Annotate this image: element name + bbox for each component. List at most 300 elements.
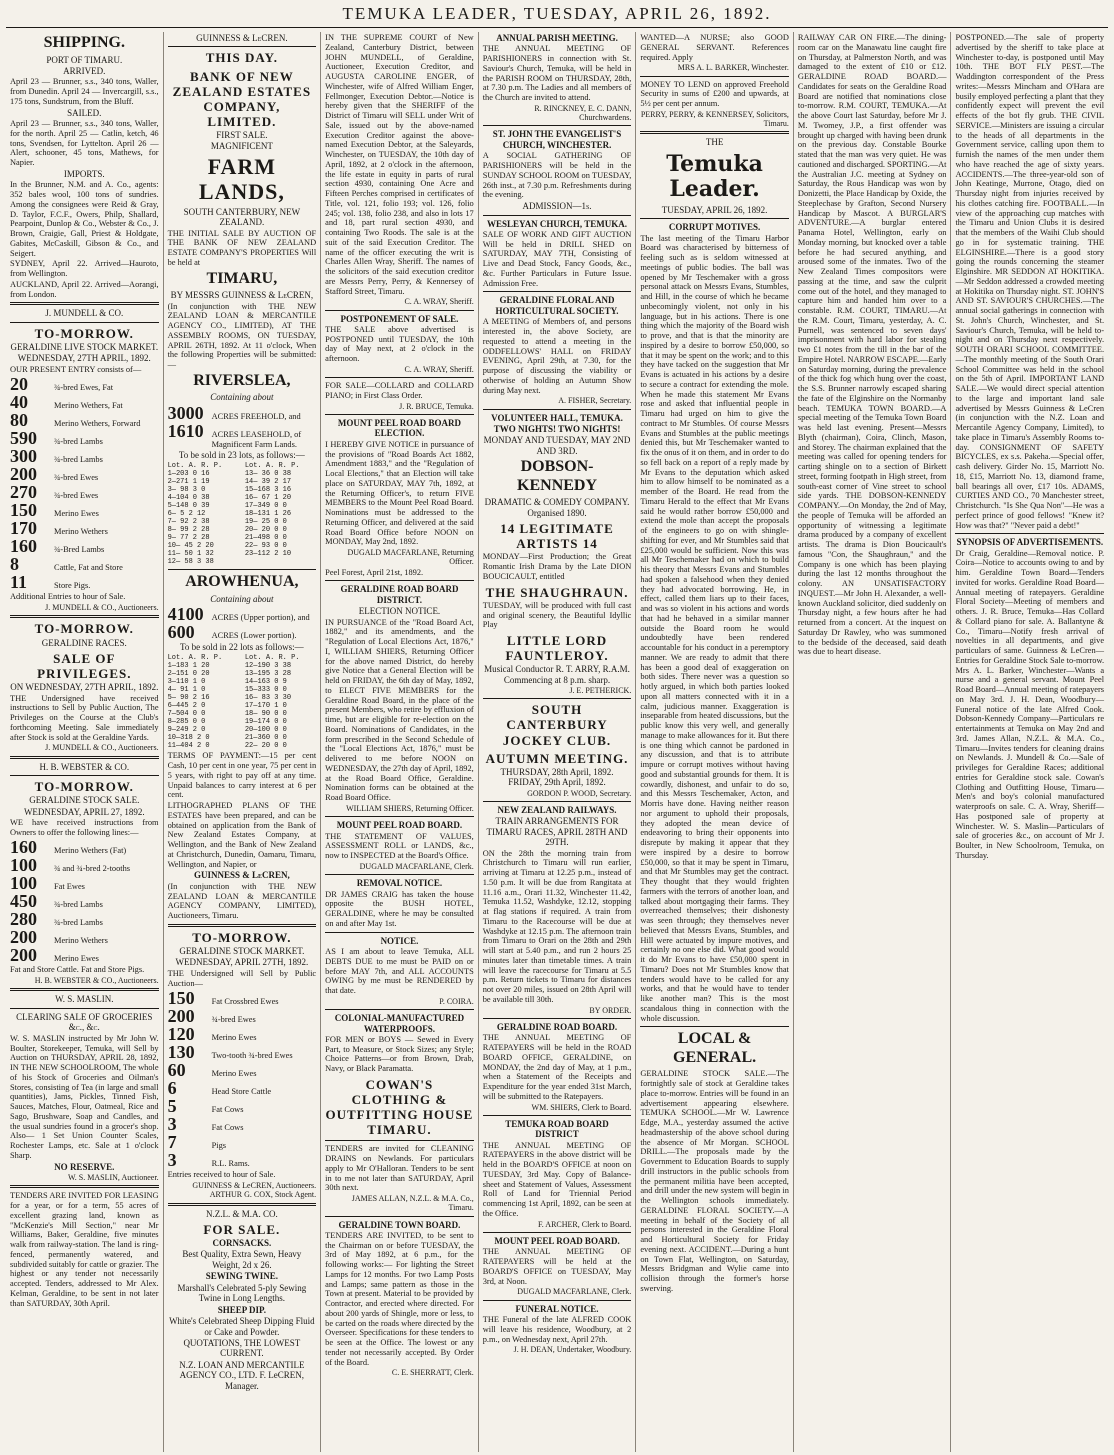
lot-cell: Lot. A. R. P. (244, 653, 300, 662)
money-text: MONEY TO LEND on approved Freehold Security in sums of £200 and upwards, at 5½ per cent per annum. (640, 79, 789, 109)
stock-count: 280 (10, 909, 37, 930)
lot-cell: 12— 58 3 38 (167, 558, 214, 567)
divider (10, 775, 159, 776)
autumn-meeting-heading: AUTUMN MEETING. (485, 750, 629, 766)
stock-description: Head Store Cattle (211, 1087, 272, 1097)
stock-count: 20 (10, 374, 28, 395)
lot-cell: 13— 36 0 38 (244, 469, 292, 478)
mount-peel-election-heading: MOUNT PEEL ROAD BOARD ELECTION. (337, 417, 461, 439)
wanted-text: WANTED—A NURSE; also GOOD GENERAL SERVANT. References required. Apply (640, 33, 789, 62)
lot-cell: 21—360 0 0 (244, 734, 287, 743)
port-heading: PORT OF TIMARU. (46, 54, 123, 65)
divider (483, 698, 632, 699)
stock-entry (168, 1043, 317, 1061)
leader-date: TUESDAY, APRIL 26, 1892. (661, 204, 768, 215)
shaughraun-title: THE SHAUGHRAUN. (485, 584, 629, 600)
election-text: I HEREBY GIVE NOTICE in pursuance of the provisions of "Road Boards Act 1882, Amendment 1883," and the "Regulation of Local Elections," that an Election will take place on SATURDAY, MAY 7th, 1892, at the Returning Officer's, to return FIVE MEMBERS to the Mount Peel Road Board. Nominations must be addressed to the Returning Officer, and delivered at the said Road Board Office before NOON on MONDAY, May 2nd, 1892. (325, 439, 474, 547)
stock-count: 3 (167, 1150, 177, 1171)
stock-description: ¾-bred Lambs (54, 455, 103, 465)
auckland-note: AUCKLAND, April 22. Arrived—Aorangi, from London. (10, 279, 159, 299)
lot-cell: 4—104 0 38 (167, 493, 210, 502)
tomorrow-heading: TO-MORROW. (34, 325, 134, 341)
notice-heading: NOTICE. (380, 935, 419, 946)
stock-count: 100 (10, 855, 37, 876)
stock-count: 6 (167, 1078, 177, 1099)
imports-label: IMPORTS. (63, 168, 105, 179)
divider (640, 1026, 789, 1027)
divider (483, 801, 632, 802)
divider (483, 215, 632, 216)
divider (325, 816, 474, 817)
masthead: TEMUKA LEADER, TUESDAY, APRIL 26, 1892. (6, 4, 1108, 28)
lot-cell: 18—131 1 26 (244, 510, 292, 519)
mount-peel-rb-heading: MOUNT PEEL ROAD BOARD. (494, 1235, 620, 1246)
first-sale: FIRST SALE. (216, 129, 268, 140)
local-news-text: RAILWAY CAR ON FIRE.—The dining-room car on the Manawatu line caught fire on Thursday, at Palmerston North, and was damaged to the extent of £10 or £12. GERALDINE ROAD BOARD.—Candidates for seats on the Geraldine Road Board are notified that nominations close to-morrow. R.M. COURT, TEMUKA.—At the above Court last Saturday, before Mr J. M. Twomey, J.P., a first offender was brought up charged with having been drunk on the previous day. Constable Bourke stated that the man was very quiet. He was cautioned and discharged. SPORTING.—At the Australian J.C. meeting at Sydney on Saturday, the Rous Handicap was won by Donizetti, the Place Handicap by Oxide, the Steeplechase by Grafton, Second Nursery Handicap by Mascot. A BURGLAR'S ADVENTURE.—A burglar entered Panama Hotel, Wellington, early on Monday morning, but knocked over a table before he had secured anything, and aroused some of the inmates. Two of the New Zealand Times compositors were passing at the time, and saw the culprit come out of the hotel, and they managed to capture him and handed him over to a constable. R.M. COURT, TIMARU.—At the R.M. Court, Timaru, yesterday, A. C. Purnell, was sentenced to seven days' imprisonment with hard labor for stealing two £1 notes from the till in the bar of the Empire Hotel. NARROW ESCAPE.—Early on Saturday morning, during the prevalence of the thick fog which hung over the coast, the S.S. Brunner narrowly escaped sharing the fate of the Elginshire on the Normanby beach. TEMUKA TOWN BOARD.—A special meeting of the Temuka Town Board was held last evening. Present—Messrs Blyth (chairman), Coira, Clinch, Mason, and Storey. The chairman explained that the meeting was called for opening tenders for carting shingle on to a section of Birkett street, forming footpath in High street, from south-east corner of Vine street to school side yards. THE DOBSON-KENNEDY COMPANY.—On Monday, the 2nd of May, the people of Temuka will be afforded an opportunity of witnessing a legitimate drama produced by a company of excellent artists. The drama is Dion Boucicault's famous "Con, the Shaughraun," and the Company is one which has been playing during the last 12 months throughout the colony. AN UNSATISFACTORY INQUEST.—Mr John H. Alexander, a well-known Auckland solicitor, died suddenly on Thursday night, a few hours after he had returned from a concert. At the inquest on Saturday Dr Rawley, who was summoned to the bedside of the deceased, said death was due to heart disease. (797, 33, 947, 657)
stock-list-mundell (10, 375, 159, 591)
stock-description: ¾-bred Ewes (54, 473, 99, 483)
lot-cell: 5— 90 2 16 (167, 694, 210, 703)
guinness-signature: GUINNESS & LeCREN, Auctioneers. ARTHUR G. COX, Stock Agent. (192, 1181, 317, 1200)
sailed-label: SAILED. (67, 107, 102, 118)
lot-cell: 19—174 0 0 (244, 718, 287, 727)
this-day-heading: THIS DAY. (205, 50, 279, 66)
stock-description: ¾-Bred Lambs (54, 545, 105, 555)
supreme-court-text: IN THE SUPREME COURT of New Zealand, Canterbury District, between JOHN MUNDELL, of Geraldine, Auctioneer, Execution Creditor, and AUGUSTA CAROLINE ENGER, of Winchester, wife of Alfred William Enger, Fellmonger, Execution Debtor.—Notice is hereby given that the SHERIFF of the District of Timaru will SELL under Writ of Sale, issued out by the above-named Execution Creditor against the above-named Execution Debtor, at the Saleyards, Winchester, on TUESDAY, the 10th day of April, 1892, at 2 o'clock in the afternoon, the life estate in equity in parts of rural section 4930, containing One Acre and Fifteen Perches comprised in certificates of Title, vol. 121, folio 193; vol. 126, folio 245; vol. 138, folio 238, and also in lots 17 and 18, part rural section 4930, and containing Two Roods. The sale is at the suit of the said Execution Creditor. The name of the officer executing the writ is Charles Allen Wray, Sheriff. The names of the solicitors of the said execution creditor are Messrs Perry, Perry, & Kennersey of Stafford Street, Timaru. (325, 33, 474, 296)
riverslea-heading: RIVERSLEA, (193, 371, 291, 389)
perry-signature: PERRY, PERRY, & KENNERSEY, Solicitors, Timaru. (640, 109, 789, 129)
stock-entry (10, 555, 159, 573)
lot-cell: 7— 92 2 38 (167, 518, 210, 527)
divider (168, 46, 317, 47)
stock-description: Pigs (211, 1141, 227, 1151)
drain-tenders-text: TENDERS are invited for CLEANING DRAINS on Newlands. For particulars apply to Mr O'Halloran. Tenders to be sent in to me not later than SATURDAY, April 30th next. (325, 1144, 474, 1193)
divider (325, 580, 474, 581)
column-4 (478, 32, 636, 1452)
fauntleroy-title: LITTLE LORD FAUNTLEROY. (505, 633, 609, 664)
sydney-note: SYDNEY, April 22. Arrived—Hauroto, from Wellington. (10, 259, 159, 279)
mundell-heading: J. MUNDELL & CO. (45, 308, 124, 319)
lot-cell: 23—112 2 10 (244, 550, 292, 559)
ratepayers-text: THE ANNUAL MEETING OF RATEPAYERS will be held in the ROAD BOARD OFFICE, GERALDINE, on MONDAY, the 2nd day of May, at 1 p.m., when a Statement of the Receipts and Expenditure for the year ended 31st March, will be submitted to the Ratepayers. (482, 1033, 632, 1101)
stock-entry (10, 537, 159, 555)
lots-table-arowhenua (168, 654, 317, 751)
lot-cell: 12—190 3 38 (244, 661, 292, 670)
stock-entry (10, 573, 159, 591)
railways-heading: NEW ZEALAND RAILWAYS. (497, 804, 617, 815)
stock-count: 590 (10, 428, 37, 449)
funeral-heading: FUNERAL NOTICE. (515, 1303, 599, 1314)
stock-count: 150 (167, 988, 195, 1009)
stock-entry (10, 892, 159, 910)
lot-cell: 18— 90 0 0 (244, 710, 287, 719)
temuka-rb-heading: TEMUKA ROAD BOARD DISTRICT (505, 1118, 609, 1140)
fisher-signature: A. FISHER, Secretary. (558, 396, 632, 406)
stock-description: ¾ and ¾-bred 2-tooths (54, 864, 131, 874)
magnificent: MAGNIFICENT (210, 141, 273, 152)
no-reserve: NO RESERVE. (54, 1161, 115, 1172)
stock-entry (10, 465, 159, 483)
stock-description: Merino Ewes (211, 1069, 257, 1079)
timaru-heading: TIMARU, (206, 269, 278, 287)
lot-cell: 9— 77 2 28 (167, 534, 210, 543)
divider (10, 756, 159, 759)
stock-count: 200 (167, 1006, 195, 1027)
upper-acres: 4100 ACRES (Upper portion), and (167, 604, 310, 625)
lot-cell: 1—183 1 20 (167, 661, 210, 670)
stock-description: Merino Ewes (54, 509, 99, 519)
lot-cell: 9—249 2 0 (167, 726, 206, 735)
lot-cell: 8— 99 2 28 (167, 526, 210, 535)
shipping-heading: SHIPPING. (43, 34, 125, 51)
admission: ADMISSION—1s. (522, 201, 592, 212)
payment-terms: TERMS OF PAYMENT:—15 per cent Cash, 10 per cent in one year, 75 per cent in 5 years, with right to pay off at any time. Unpaid balances to carry interest at 6 per cent. (167, 751, 317, 800)
lot-cell: 4— 91 1 0 (167, 685, 206, 694)
leasehold-acres: 1610 ACRES LEASEHOLD, of Magnificent Farm Lands. (167, 420, 302, 449)
synopsis-heading: SYNOPSIS OF ADVERTISEMENTS. (956, 537, 1104, 548)
lot-cell: 22— 20 0 0 (244, 742, 287, 751)
stock-entry (168, 1133, 317, 1151)
performance-dates: MONDAY AND TUESDAY, MAY 2ND AND 3RD. (483, 435, 631, 456)
lots-table-riverslea (168, 462, 317, 567)
stock-count: 80 (10, 410, 28, 431)
divider (168, 1203, 317, 1206)
lower-acres: 600 ACRES (Lower portion). (167, 622, 297, 643)
divider (640, 131, 789, 134)
stock-count: 3 (167, 1114, 177, 1135)
town-board-heading: GERALDINE TOWN BOARD. (338, 1219, 461, 1230)
lot-cell: 19— 25 0 0 (244, 518, 287, 527)
divider (325, 377, 474, 378)
lot-cell: 20—100 0 0 (244, 726, 287, 735)
stock-entry (168, 1025, 317, 1043)
stock-description: Merino Ewes (211, 1033, 257, 1043)
divider (483, 1018, 632, 1019)
stock-count: 40 (10, 392, 28, 413)
stock-count: 450 (10, 891, 37, 912)
lot-cell: 21—498 0 0 (244, 534, 287, 543)
imports-text: In the Brunner, N.M. and A. Co., agents: 352 bales wool, 100 tons of sundries. Among the consignees were Reid & Gray, D. Taylor, F.C.F., Owers, Philp, Shallard, Pearpoint, Dunlop & Co., Webster & Co., J. Brown, Craigie, Gall, Priest & Holdgate, Gabites, McCaskill, Gibson & Co., and Seigert. (10, 180, 159, 258)
lot-cell: 10— 45 2 20 (167, 542, 214, 551)
stock-description: Merino Wethers (54, 936, 108, 946)
stock-entry (10, 501, 159, 519)
tomorrow-heading: TO-MORROW. (34, 779, 134, 795)
lot-cell: 2—151 0 20 (167, 669, 210, 678)
stock-description: Merino Wethers (54, 527, 108, 537)
two-nights: TWO NIGHTS! TWO NIGHTS! (493, 424, 621, 435)
twine-text: Marshall's Celebrated 5-ply Sewing Twine in Long Lengths. (177, 1282, 307, 1304)
nzla-signature: N.Z. LOAN AND MERCANTILE AGENCY CO., LTD. F. LeCREN, Manager. (179, 1359, 305, 1391)
stock-description: Fat Cows (211, 1105, 244, 1115)
lot-cell: 5—148 0 39 (167, 502, 210, 510)
webster-intro: WE have received instructions from Owners to offer the following lines:— (10, 817, 159, 837)
bruce-signature: J. R. BRUCE, Temuka. (399, 401, 474, 411)
entry-intro: OUR PRESENT ENTRY consists of— (10, 364, 142, 374)
sherratt-signature: C. E. SHERRATT, Clerk. (391, 1368, 474, 1378)
column-2 (163, 32, 321, 1452)
stock-description: ¾-bred Ewes (211, 1015, 256, 1025)
lots-note: To be sold in 23 lots, as follows:— (178, 450, 305, 461)
train-heading: TRAIN ARRANGEMENTS FOR TIMARU RACES, APRIL 28TH AND 29TH. (486, 816, 628, 848)
stock-description: ¾-bred Ewes (54, 491, 99, 501)
nzla-heading: N.Z.L. & M.A. CO. (205, 1208, 278, 1219)
stock-entry (10, 393, 159, 411)
stock-description: Merino Wethers (Fat) (54, 846, 127, 856)
column-7 (950, 32, 1108, 1452)
macfarlane-signature: DUGALD MACFARLANE, Clerk. (517, 1287, 632, 1297)
stock-count: 130 (167, 1042, 195, 1063)
divider (325, 874, 474, 875)
containing-about: Containing about (210, 392, 274, 403)
divider (325, 1009, 474, 1010)
maslin-heading: W. S. MASLIN. (55, 994, 114, 1005)
arrived-text: April 23 — Brunner, s.s., 340 tons, Waller, from Dunedin. April 24 — Invercargill, s.s., 175 tons, Sundstrum, from the Bluff. (10, 77, 159, 106)
stock-count: 270 (10, 482, 37, 503)
lot-cell: 10—318 2 0 (167, 734, 210, 743)
stock-description: Merino Ewes (54, 954, 99, 964)
divider (483, 125, 632, 126)
sale-date: WEDNESDAY, APRIL 27, 1892. (23, 806, 145, 817)
sheriff-signature: C. A. WRAY, Sheriff. (404, 364, 474, 374)
stock-description: R.L. Rams. (211, 1159, 250, 1169)
lot-cell: Lot. A. R. P. (167, 461, 223, 470)
lot-cell: 14—163 0 9 (244, 677, 287, 686)
volunteer-hall-heading: VOLUNTEER HALL, TEMUKA. (491, 412, 623, 423)
sale-date: WEDNESDAY, APRIL 27TH, 1892. (175, 957, 309, 968)
divider (325, 1140, 474, 1141)
stock-count: 160 (10, 837, 37, 858)
stock-entry (10, 838, 159, 856)
postponement-text: THE SALE above advertised is POSTPONED until TUESDAY, the 10th day of May next, at 2 o'clock in the afternoon. (325, 324, 474, 364)
arowhenua-heading: AROWHENUA, (185, 573, 299, 591)
divider (325, 932, 474, 933)
by-order: BY ORDER. (589, 1005, 632, 1015)
stock-description: Merino Wethers, Forward (54, 419, 141, 429)
notice-text: AS I am about to leave Temuka, ALL DEBTS DUE to me must be PAID on or before MAY 7th, and ALL ACCOUNTS OWING by me must be RENDERED by that date. (325, 947, 474, 996)
lot-cell: 13—195 3 28 (244, 669, 292, 678)
divider (483, 409, 632, 410)
divider (325, 1216, 474, 1217)
peel-forest-date: Peel Forest, April 21st, 1892. (325, 567, 424, 577)
sheep-dip-heading: SHEEP DIP. (217, 1304, 266, 1315)
lot-cell: 11— 50 1 32 (167, 550, 214, 559)
stock-entry (10, 874, 159, 892)
containing-about: Containing about (210, 593, 274, 604)
parish-meeting-heading: ANNUAL PARISH MEETING. (496, 33, 618, 43)
local-general-text: GERALDINE STOCK SALE.—The fortnightly sale of stock at Geraldine takes place to-morrow. Entries will be found in an advertisement appearing elsewhere. TEMUKA SCHOOL.—Mr W. Lawrence Edge, M.A., yesterday assumed the active headmastership of the above school during the absence of Mr Morgan. SCHOOL DRILL.—The proposals made by the Government to Education Boards to supply drill instructors in the public schools from the permanent militia have been accepted, and drill under the new system will begin in the Wellington schools immediately. GERALDINE FLORAL SOCIETY.—A meeting in behalf of the Society of all persons interested in the Geraldine Floral and Horticultural Society for Friday evening next. ACCIDENT.—During a hunt on Town Flat, Wellington, on Saturday, Messrs Bridgman and Wylie came into collision through the former's horse swerving. (640, 1069, 789, 1293)
stock-count: 100 (10, 873, 37, 894)
churchwardens-signature: R. RINCKNEY, E. C. DANN, Churchwardens. (534, 103, 632, 123)
lot-cell: Lot. A. R. P. (244, 461, 300, 470)
stock-entry (168, 1061, 317, 1079)
live-stock-heading: GERALDINE LIVE STOCK MARKET. (10, 341, 159, 352)
cornsacks-text: Best Quality, Extra Sewn, Heavy Weight, 2d x 26. (182, 1249, 302, 1270)
column-5 (635, 32, 793, 1452)
webster-signature: H. B. WEBSTER & CO., Auctioneers. (34, 976, 159, 986)
stock-description: ¾-bred Ewes, Fat (54, 383, 114, 393)
stock-entry (10, 429, 159, 447)
lot-cell: 8—285 0 0 (167, 718, 206, 727)
stock-entry (10, 946, 159, 964)
cowans-heading: COWAN'S CLOTHING & OUTFITTING HOUSE TIMARU. (325, 1076, 474, 1138)
lot-cell: 16— 83 3 30 (244, 694, 292, 703)
stock-count: 7 (167, 1132, 177, 1153)
petherick-signature: J. E. PETHERICK. (569, 686, 632, 696)
divider (168, 569, 317, 570)
coira-signature: P. COIRA. (439, 996, 474, 1006)
stock-entry (168, 1079, 317, 1097)
temuka-rb-text: THE ANNUAL MEETING OF RATEPAYERS in the above district will be held in the BOARD'S OFFICE at noon on TUESDAY, 3rd May. Copy of Balance-sheet and Statement of Values, Assessment Roll of Land for Triennial Period commencing 1st April, 1892, can be seen at the Office. (482, 1140, 632, 1218)
stock-entry (168, 1007, 317, 1025)
gift-auction-text: SALE OF WORK AND GIFT AUCTION Will be held in DRILL SHED on SATURDAY, MAY 7TH, Consisting of Live and Dead Stock, Fancy Goods, &c., &c. Further Particulars in Future Issue. Admission Free. (482, 229, 632, 288)
allan-signature: JAMES ALLAN, N.Z.L. & M.A. Co., Timaru. (351, 1194, 474, 1213)
divider (325, 414, 474, 415)
postponement-heading: POSTPONEMENT OF SALE. (340, 313, 459, 324)
divider (483, 291, 632, 292)
piano-for-sale: FOR SALE—COLLARD and COLLARD PIANO; in First Class Order. (325, 381, 474, 400)
jockey-club-heading: SOUTH CANTERBURY JOCKEY CLUB. (502, 702, 612, 748)
webster-heading: H. B. WEBSTER & CO. (39, 761, 130, 772)
stock-description: Store Pigs. (54, 581, 91, 591)
stock-entry (10, 910, 159, 928)
divider (10, 988, 159, 991)
the-label: THE (705, 137, 724, 148)
stock-count: 150 (10, 500, 37, 521)
lot-cell: 3—110 1 0 (167, 677, 206, 686)
sailed-text: April 23 — Brunner, s.s., 340 tons, Waller, for the north. April 25 — Catlin, ketch, 46 tons, Svendsen, for Lyttelton. April 26 — Alert, schooner, 45 tons, Mathews, for Napier. (10, 119, 159, 168)
stock-count: 200 (10, 927, 37, 948)
stock-entry (10, 928, 159, 946)
news-items-text: POSTPONED.—The sale of property advertised by the sheriff to take place at Winchester to-day, is postponed until May 10th. THE BOT FLY PEST.—The Waddington correspondent of the Press writes:—Messrs Mincham and O'Hara are busily employed perfecting a plant that they confidently expect will prevent the evil effects of the bot fly grub. THE CIVIL SERVICE.—Ministers are issuing a circular to the heads of all departments in the Government service, calling upon them to furnish the names of the men under them who have reached the age of sixty years. ACCIDENTS.—The three-year-old son of John Keatinge, Murrone, Otago, died on Thursday night from injuries received by his clothes catching fire. FOOTBALL.—In view of the approaching cup matches with the Timaru and Union Clubs it is desired that the members of the Waihi Club should go in for systematic training. THE ELGINSHIRE.—There is a good story going the rounds concerning the steamer Elginshire. MR SEDDON AT HOKITIKA.—Mr Seddon addressed a crowded meeting at Hokitika on Thursday night. ST. JOHN'S AND ST. SAVIOUR'S CHURCHES.—The annual social gatherings in connection with St. John's Church, Winchester, and St. Saviour's Church, Temuka, will be held to-night and on Thursday next respectively. SOUTH ORARI SCHOOL COMMITTEE.—The monthly meeting of the South Orari School Committee was held in the school on the 5th of April. IMPORTANT LAND SALE.—We would direct special attention to the large and important land sale advertised by Messrs Guinness & LeCren (in conjunction with the N.Z. Loan and Mercantile Agency Company, Limited), to take place in Timaru's Assembly Rooms to-day. CONSIGNMENT OF SAFETY BICYCLES, ex s.s. Pakeha.—Special offer, cash delivery. Girder No. 15, Marriott No. 18, £15, Marriott No. 13, diamond frame, ball bearings all over, £17 10s. ADAMS, CURTIES AND CO., 70 Manchester street, Christchurch. "Is She Qua Non"—He was a perfect prince of good fellows! "Knew it? How was that?" "Never paid a debt!" (955, 33, 1105, 530)
lot-cell: 1—203 0 16 (167, 469, 210, 478)
lot-cell: 15—168 3 16 (244, 485, 292, 494)
stock-list-webster (10, 838, 159, 964)
town-tenders-text: TENDERS ARE INVITED, to be sent to the Chairman on or before TUESDAY, the 3rd of May 1892, at 6 p.m., for the following works:— For lighting the Street Lamps for 12 months. For two Lamp Posts and Lamps; same pattern as those in the Town at present. Material to be provided by Contractor, and erected where directed. For about 200 yards of Shingle, more or less, to be carted on the roads where directed by the Overseer. Specifications for these tenders to be seen at the Office. The lowest or any tender not necessarily accepted. By Order of the Board. (325, 1230, 474, 1367)
sheep-dip-text: White's Celebrated Sheep Dipping Fluid or Cake and Powder. (169, 1316, 315, 1337)
bank-heading: BANK OF NEW ZEALAND ESTATES COMPANY, LIMITED. (172, 68, 312, 129)
synopsis-text: Dr Craig, Geraldine—Removal notice. P. Coira—Notice to accounts owing to and by him. Geraldine Town Board—Tenders invited for works. Geraldine Road Board—Annual meeting of ratepayers. Geraldine Floral Society—Meeting of members and others. J. R. Bruce, Temuka—Has Collard & Collard piano for sale. A. Ballantyne & Co., Timaru—Notify fresh arrival of novelties in all departments, and give particulars of same. Guinness & LeCren—Entries for Geraldine Stock Sale to-morrow. Mrs A. L. Barker, Winchester—Wants a nurse and a general servant. Mount Peel Road Board—Annual meeting of ratepayers on May 3rd. J. H. Dean, Woodbury—Funeral notice of the late Alfred Cook. Dobson-Kennedy Company—Particulars re entertainments at Temuka on May 2nd and 3rd. James Allan, N.Z.L. & M.A. Co., Timaru—Invites tenders for cleaning drains on Newlands. J. Mundell & Co.—Sale of privileges for Geraldine Races; additional entries for Geraldine stock sale. Cowan's Clothing and Outfitting House, Timaru—Men's and boy's colonial manufactured waterproofs on sale. C. A. Wray, Sheriff—Has postponed sale of property at Winchester. W. S. Maslin—Particulars of sale of groceries &c., on account of Mr J. Boulter, in New Schoolroom, Temuka, on Thursday. (955, 548, 1105, 860)
lot-cell: 15—333 0 0 (244, 685, 287, 694)
lot-cell: 16— 67 1 20 (244, 493, 292, 502)
stock-list-guinness (168, 989, 317, 1169)
stock-count: 160 (10, 536, 37, 557)
local-general-heading: LOCAL & GENERAL. (673, 1030, 757, 1066)
tomorrow-heading: TO-MORROW. (192, 929, 292, 945)
conjunction-text: (In conjunction with THE NEW ZEALAND LOAN & MERCANTILE AGENCY COMPANY, LIMITED), Auctioneers, Timaru. (167, 881, 317, 921)
removal-text: DR JAMES CRAIG has taken the house opposite the BUSH HOTEL, GERALDINE, where he may be consulted on and after May 1st. (325, 889, 474, 928)
stock-count: 200 (10, 464, 37, 485)
stock-entry (168, 1151, 317, 1169)
undersigned-text: THE Undersigned will Sell by Public Auction— (167, 968, 317, 988)
lot-cell: 6— 5 2 12 (167, 510, 206, 519)
geraldine-rb-heading: GERALDINE ROAD BOARD. (496, 1021, 618, 1032)
divider (325, 310, 474, 311)
twine-heading: SEWING TWINE. (205, 1271, 279, 1282)
stock-entry (168, 1097, 317, 1115)
lease-tenders-text: TENDERS ARE INVITED FOR LEASING for a year, or for a term, 55 acres of excellent grazing land, known as "McKenzie's Mill Section," near Mr Williams, Baker, Geraldine, five minutes walk from railway-station. The land is ring-fenced, permanently watered, and subdivided suitably for cattle or grazier. The highest or any tender not necessarily accepted. Tenders, addressed to Mr Alex. Kelman, Geraldine, to be sent in not later than SATURDAY, 30th April. (10, 1191, 159, 1308)
waterproofs-heading: COLONIAL-MANUFACTURED WATERPROOFS. (334, 1013, 465, 1034)
stock-entry (10, 375, 159, 393)
guinness-name: GUINNESS & LeCREN, (193, 870, 290, 881)
mount-peel-heading: MOUNT PEEL ROAD BOARD. (336, 820, 463, 831)
clerk-signature: DUGALD MACFARLANE, Clerk. (359, 861, 474, 871)
shiers-notice-text: IN PURSUANCE of the "Road Board Act, 1882," and its amendments, and the "Regulation of Local Elections Act, 1876," I, WILLIAM SHIERS, Returning Officer for the above named District, do hereby give Notice that a General Election will be held on FRIDAY, the 6th day of May, 1892, to ELECT FIVE MEMBERS for the Geraldine Road Board, in the place of the present Members, who retire by effluxion of time, but are eligible for re-election on the Board. Nominations of Candidates, in the form prescribed in the Second Schedule of the "Local Elections Act, 1876," must be delivered to me before NOON on WEDNESDAY, the 27th day of April, 1892, at the Road Board Office, Geraldine. Nomination forms can be obtained at the Road Board Office. (325, 617, 474, 803)
divider (955, 533, 1104, 534)
lot-cell: 2—271 1 19 (167, 477, 210, 486)
stock-description: ¾-bred Lambs (54, 900, 103, 910)
sheriff-signature: C. A. WRAY, Sheriff. (404, 297, 474, 307)
stock-description: Cattle, Fat and Store (54, 563, 123, 573)
mount-peel-rb-text: THE ANNUAL MEETING OF RATEPAYERS will be held at the BOARD'S OFFICE on TUESDAY, May 3rd, at Noon. (482, 1247, 632, 1286)
initial-sale-text: THE INITIAL SALE BY AUCTION OF THE BANK OF NEW ZEALAND ESTATE COMPANY'S PROPERTIES Will be held at (167, 228, 317, 267)
divider (10, 322, 159, 323)
fat-store-note: Fat and Store Cattle. Fat and Store Pigs. (10, 965, 145, 975)
stock-description: Fat Crossbred Ewes (211, 997, 279, 1007)
wood-signature: GORDON P. WOOD, Secretary. (527, 788, 632, 798)
lot-cell: 7—504 0 0 (167, 710, 206, 719)
stock-market-heading: GERALDINE STOCK MARKET. (179, 945, 305, 956)
divider (10, 302, 159, 305)
mundell-signature: J. MUNDELL & CO., Auctioneers. (45, 743, 159, 753)
company-text: DRAMATIC & COMEDY COMPANY. Organised 1890. (484, 497, 630, 518)
stock-description: Two-tooth ¾-bred Ewes (211, 1051, 293, 1061)
divider (483, 1300, 632, 1301)
floral-society-heading: GERALDINE FLORAL AND HORTICULTURAL SOCIETY. (495, 295, 619, 316)
stock-description: ¾-bred Lambs (54, 437, 103, 447)
stock-description: Fat Ewes (54, 882, 85, 892)
st-john-heading: ST. JOHN THE EVANGELIST'S CHURCH, WINCHESTER. (492, 129, 622, 150)
arrived-label: ARRIVED. (63, 65, 106, 76)
privileges-heading: SALE OF PRIVILEGES. (37, 650, 132, 682)
stock-count: 8 (10, 554, 19, 575)
stock-entry (10, 447, 159, 465)
south-canterbury: SOUTH CANTERBURY, NEW ZEALAND. (183, 206, 301, 228)
lot-cell: 22— 93 0 0 (244, 542, 287, 551)
stock-entry (10, 483, 159, 501)
stock-entry (168, 989, 317, 1007)
entries-note: Entries received to hour of Sale. (167, 1170, 276, 1180)
auctioneers: BY MESSRS GUINNESS & LeCREN, (170, 290, 314, 301)
guinness-heading: GUINNESS & LeCREN. (196, 33, 288, 43)
stock-count: 300 (10, 446, 37, 467)
maslin-text: W. S. MASLIN instructed by Mr John W. Boulter, Storekeeper, Temuka, will Sell by Auction on THURSDAY, APRIL 28, 1892, IN THE NEW SCHOOLROOM, The whole of his Stock of Groceries and Oilman's Stores, consisting of Tea (in large and small quantities), Jams, Pickles, Tinned Fish, Sauces, Matches, Flour, Oatmeal, Rice and Sago, Brushware, Soap and Candles, and the usual sundries found in a grocer's shop. Also— 1 Set Union Counter Scales, Rochester Lamps, etc. Sale at 1 o'clock Sharp. (10, 1033, 159, 1160)
stock-entry (168, 1115, 317, 1133)
lot-cell: 17—170 1 0 (244, 702, 287, 711)
archer-signature: F. ARCHER, Clerk to Board. (537, 1219, 632, 1229)
mundell-signature: J. MUNDELL & CO., Auctioneers. (45, 603, 159, 613)
additional-entries: Additional Entries to hour of Sale. (10, 592, 126, 602)
statement-text: THE STATEMENT OF VALUES, ASSESSMENT ROLL or LANDS, &c., now to INSPECTED at the Board's Office. (325, 831, 474, 861)
election-notice-heading: ELECTION NOTICE. (358, 606, 441, 617)
column-1 (6, 32, 163, 1452)
leader-title: Temuka Leader. (666, 150, 763, 203)
train-text: ON the 28th the morning train from Christchurch to Timaru will run earlier, arriving at Timaru at 12.25 p.m., instead of 1.50 p.m. It will be due from Rangitata at 11.16 a.m., Orari 11.32, Winchester 11.42, Temuka 11.52, Washdyke, 12.12, stopping at flag stations if required. A train from Timaru to the Racecourse will be due at Washdyke at 12.15 p.m. The afternoon train from Timaru to Orari on the 28th and 29th will start at 5.40 p.m., and run 2 hours 25 minutes later than timetable times. A train will leave the racecourse for Timaru at 5.5 p.m. Return tickets to Timaru for distances not over 20 miles, issued on 28th April will be available till 30th. (482, 848, 632, 1004)
freehold-acres: 3000 ACRES FREEHOLD, and (167, 402, 301, 423)
stock-count: 11 (10, 572, 28, 593)
dean-signature: J. H. DEAN, Undertaker, Woodbury. (513, 1345, 632, 1355)
barker-signature: MRS A. L. BARKER, Winchester. (677, 63, 789, 73)
divider (10, 615, 159, 618)
social-text: A SOCIAL GATHERING OF PARISHIONERS will be held in the SUNDAY SCHOOL ROOM on TUESDAY, 26th inst., at 7.30 p.m. Refreshments during the evening. (482, 151, 632, 200)
column-6 (793, 32, 951, 1452)
sale-date: ON WEDNESDAY, 27TH APRIL, 1892. (10, 682, 159, 693)
lot-cell: 20— 20 0 0 (244, 526, 287, 535)
divider (10, 1185, 159, 1188)
lot-cell: 17—349 0 0 (244, 502, 287, 510)
lot-cell: Lot. A. R. P. (167, 653, 223, 662)
returning-officer-signature: DUGALD MACFARLANE, Returning Officer. (347, 548, 474, 567)
maslin-signature: W. S. MASLIN, Auctioneer. (67, 1172, 159, 1182)
